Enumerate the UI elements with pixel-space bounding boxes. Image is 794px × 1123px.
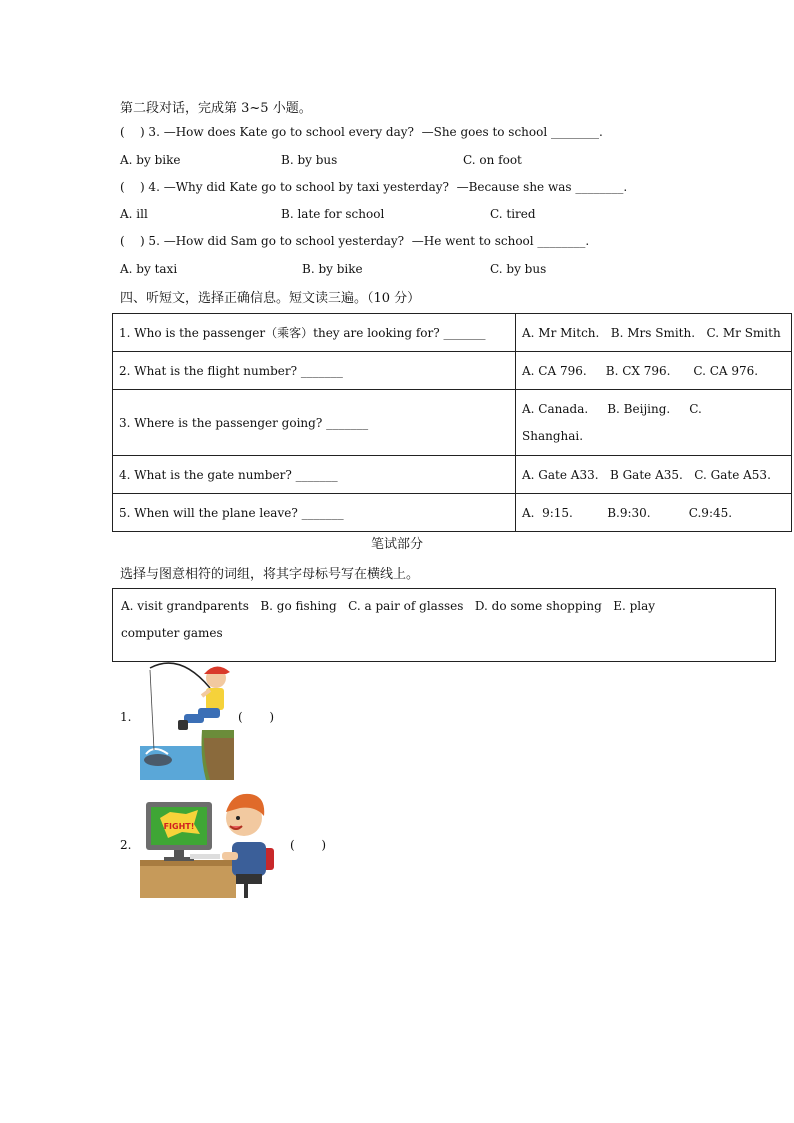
table-answers-4: A. Gate A33. B Gate A35. C. Gate A53. <box>516 456 792 494</box>
table-answers-1: A. Mr Mitch. B. Mrs Smith. C. Mr Smith <box>516 314 792 352</box>
question-3: ( ) 3. —How does Kate go to school every day? —She goes to school ________. <box>120 125 603 139</box>
table-row <box>113 456 792 494</box>
q3-option-a: A. by bike <box>120 153 181 167</box>
q4-option-b: B. late for school <box>281 207 385 221</box>
table-row <box>113 390 792 456</box>
table-question-5: 5. When will the plane leave? _______ <box>113 494 516 532</box>
fishing-boy-image <box>140 658 234 780</box>
table-answers-3-cont: Shanghai. <box>522 428 584 443</box>
item-2-number: 2. <box>120 838 132 852</box>
table-question-3: 3. Where is the passenger going? _______ <box>113 390 516 456</box>
item-2-answer-blank[interactable]: ( ) <box>290 838 327 852</box>
q5-option-c: C. by bus <box>490 262 547 276</box>
q3-option-c: C. on foot <box>463 153 522 167</box>
question-5: ( ) 5. —How did Sam go to school yesterday? —He went to school ________. <box>120 234 590 248</box>
q4-option-a: A. ill <box>120 207 148 221</box>
table-answers-5: A. 9:15. B.9:30. C.9:45. <box>516 494 792 532</box>
table-question-2: 2. What is the flight number? _______ <box>113 352 516 390</box>
table-row <box>113 314 792 352</box>
table-question-1: 1. Who is the passenger（乘客）they are looking for? _______ <box>113 314 516 352</box>
question-4: ( ) 4. —Why did Kate go to school by taxi yesterday? —Because she was ________. <box>120 180 628 194</box>
item-1-number: 1. <box>120 710 132 724</box>
section4-title: 四、听短文，选择正确信息。短文读三遍。（10 分） <box>120 291 421 306</box>
table-answers-3: A. Canada. B. Beijing. C. <box>522 401 702 416</box>
table-row <box>113 352 792 390</box>
q5-option-a: A. by taxi <box>120 262 178 276</box>
q4-option-c: C. tired <box>490 207 536 221</box>
listening-table <box>112 313 792 532</box>
table-answers-3-cell <box>516 390 792 456</box>
section2-title: 第二段对话，完成第 3~5 小题。 <box>120 101 312 116</box>
word-bank-line-2: computer games <box>121 626 223 640</box>
written-section-title: 笔试部分 <box>370 537 423 552</box>
table-row <box>113 494 792 532</box>
table-answers-2: A. CA 796. B. CX 796. C. CA 976. <box>516 352 792 390</box>
computer-boy-image <box>140 788 276 898</box>
word-bank-line-1: A. visit grandparents B. go fishing C. a pair of glasses D. do some shopping E. play <box>121 599 656 613</box>
table-question-4: 4. What is the gate number? _______ <box>113 456 516 494</box>
q3-option-b: B. by bus <box>281 153 338 167</box>
word-bank-box <box>112 588 776 662</box>
written-instruction: 选择与图意相符的词组，将其字母标号写在横线上。 <box>120 567 420 582</box>
item-1-answer-blank[interactable]: ( ) <box>238 710 275 724</box>
monitor-fight-text: FIGHT! <box>163 822 195 831</box>
q5-option-b: B. by bike <box>302 262 363 276</box>
